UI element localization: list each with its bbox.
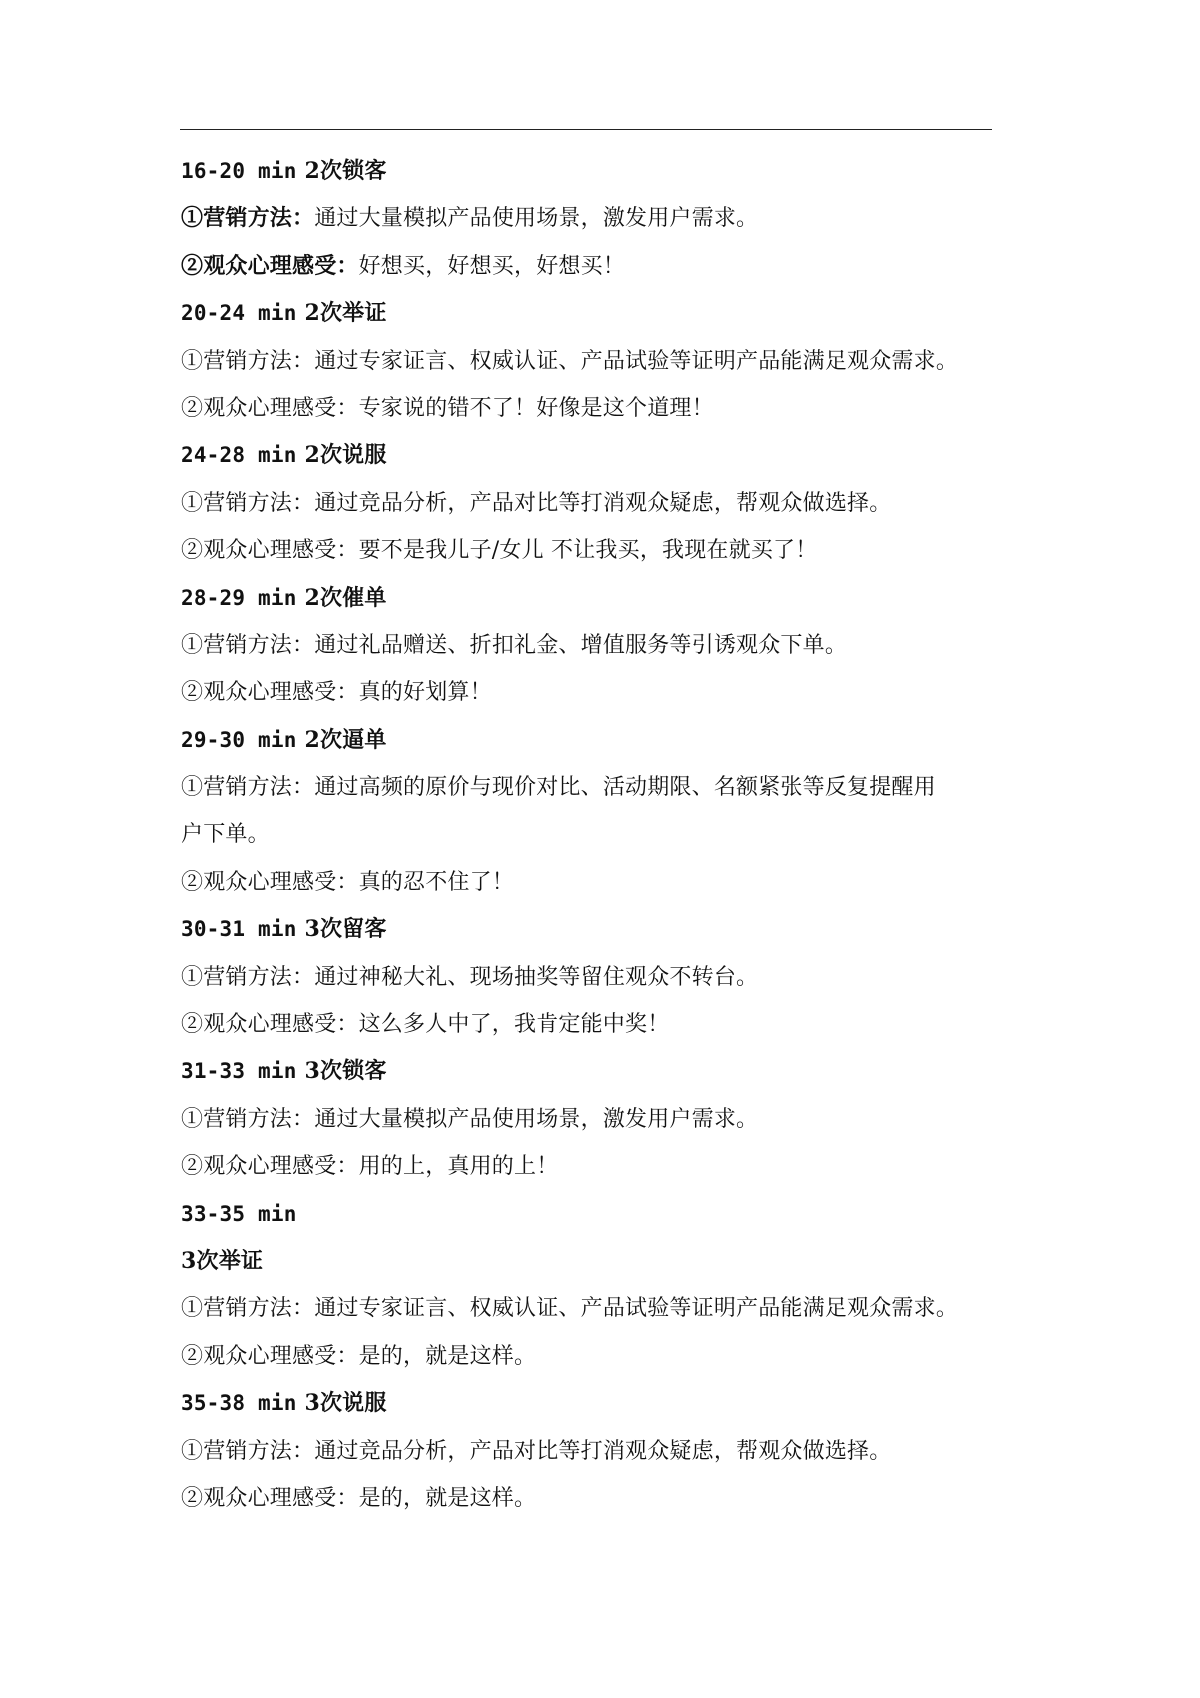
item-label — [181, 870, 359, 895]
section-heading — [181, 1048, 1061, 1095]
section-time: 35-38 min — [181, 1391, 297, 1416]
list-item — [181, 385, 1061, 432]
item-text: 用的上，真用的上！ — [358, 1154, 559, 1180]
section-title: 2次举证 — [304, 300, 387, 327]
section-heading-title — [181, 1238, 1061, 1285]
item-marker: ② — [181, 1343, 204, 1369]
section-time: 29-30 min — [181, 727, 297, 752]
section-title: 2次锁客 — [304, 158, 387, 184]
item-label — [181, 1296, 314, 1321]
item-text: 是的，就是这样。 — [358, 1485, 537, 1511]
item-label — [181, 1439, 314, 1464]
item-text: 要不是我儿子/女儿 不让我买，我现在就买了！ — [358, 538, 818, 564]
item-label — [181, 1107, 314, 1132]
list-item — [181, 1143, 1061, 1190]
item-text: 通过专家证言、权威认证、产品试验等证明产品能满足观众需求。 — [314, 348, 959, 374]
item-marker: ① — [181, 348, 204, 374]
item-text: 户下单。 — [181, 822, 270, 848]
item-text: 通过神秘大礼、现场抽奖等留住观众不转台。 — [314, 964, 759, 990]
item-marker: ① — [181, 632, 204, 658]
item-text: 真的忍不住了！ — [358, 869, 515, 895]
item-label-text: 观众心理感受： — [203, 869, 359, 895]
section-time: 20-24 min — [181, 301, 297, 326]
item-label — [181, 349, 314, 374]
item-label-text: 观众心理感受： — [203, 538, 359, 564]
item-label — [181, 1344, 359, 1369]
item-label-text: 营销方法： — [203, 964, 315, 990]
item-label — [181, 680, 359, 705]
document-content — [181, 148, 1061, 1522]
item-label — [181, 396, 359, 421]
item-label — [181, 965, 314, 990]
section-heading — [181, 1380, 1061, 1427]
item-label-text: 观众心理感受： — [203, 1154, 359, 1180]
item-text: 通过竞品分析，产品对比等打消观众疑虑，帮观众做选择。 — [314, 490, 892, 516]
item-label — [181, 538, 359, 563]
header-rule — [180, 129, 992, 130]
item-text: 通过专家证言、权威认证、产品试验等证明产品能满足观众需求。 — [314, 1296, 959, 1322]
section-heading — [181, 575, 1061, 622]
item-marker: ② — [181, 1154, 204, 1180]
item-text: 通过礼品赠送、折扣礼金、增值服务等引诱观众下单。 — [314, 632, 848, 658]
item-label — [181, 775, 314, 800]
list-item-continuation — [181, 811, 1061, 858]
item-marker: ① — [181, 490, 204, 516]
item-label-text: 营销方法： — [203, 1296, 315, 1322]
item-label-text: 营销方法： — [203, 205, 315, 232]
item-text: 真的好划算！ — [358, 680, 492, 706]
item-label-text: 营销方法： — [203, 1438, 315, 1464]
section-heading — [181, 432, 1061, 479]
item-label — [181, 633, 314, 658]
item-label — [181, 1486, 359, 1511]
item-marker: ② — [181, 680, 204, 706]
list-item — [181, 480, 1061, 527]
list-item — [181, 1096, 1061, 1143]
section-title: 3次锁客 — [304, 1058, 387, 1085]
item-marker: ① — [181, 964, 204, 990]
section-heading — [181, 717, 1061, 764]
item-label-text: 营销方法： — [203, 775, 315, 801]
section-heading — [181, 290, 1061, 337]
item-label-text: 观众心理感受： — [203, 395, 359, 421]
item-marker: ② — [181, 869, 204, 895]
section-heading — [181, 1191, 1061, 1238]
item-marker: ① — [181, 1438, 204, 1464]
item-text: 通过高频的原价与现价对比、活动期限、名额紧张等反复提醒用 — [314, 775, 936, 801]
section-time: 24-28 min — [181, 443, 297, 468]
item-text: 通过竞品分析，产品对比等打消观众疑虑，帮观众做选择。 — [314, 1438, 892, 1464]
item-label-text: 观众心理感受： — [203, 252, 359, 279]
item-text: 通过大量模拟产品使用场景，激发用户需求。 — [314, 1106, 759, 1132]
item-text: 通过大量模拟产品使用场景，激发用户需求。 — [314, 206, 759, 232]
section-time: 33-35 min — [181, 1201, 297, 1226]
item-marker: ② — [181, 395, 204, 421]
section-heading — [181, 148, 1061, 195]
list-item — [181, 1428, 1061, 1475]
item-label-text: 观众心理感受： — [203, 1012, 359, 1038]
item-marker: ① — [181, 775, 204, 801]
item-text: 专家说的错不了！好像是这个道理！ — [358, 395, 714, 421]
list-item — [181, 243, 1061, 290]
section-heading — [181, 906, 1061, 953]
list-item — [181, 669, 1061, 716]
section-title: 2次催单 — [304, 584, 387, 611]
section-time: 30-31 min — [181, 917, 297, 942]
list-item — [181, 859, 1061, 906]
item-text: 是的，就是这样。 — [358, 1343, 537, 1369]
item-marker: ② — [181, 252, 204, 279]
item-label-text: 观众心理感受： — [203, 680, 359, 706]
item-marker: ② — [181, 538, 204, 564]
item-label — [181, 1154, 359, 1179]
list-item — [181, 954, 1061, 1001]
section-title: 3次举证 — [181, 1247, 264, 1274]
item-marker: ① — [181, 205, 204, 232]
item-label-text: 营销方法： — [203, 348, 315, 374]
section-time: 16-20 min — [181, 159, 297, 183]
list-item — [181, 527, 1061, 574]
list-item — [181, 1001, 1061, 1048]
item-marker: ② — [181, 1485, 204, 1511]
item-text: 这么多人中了，我肯定能中奖！ — [358, 1012, 670, 1038]
list-item — [181, 764, 1061, 811]
item-marker: ① — [181, 1296, 204, 1322]
item-label-text: 营销方法： — [203, 1106, 315, 1132]
list-item — [181, 1475, 1061, 1522]
item-marker: ① — [181, 1106, 204, 1132]
section-title: 2次逼单 — [304, 726, 387, 753]
list-item — [181, 622, 1061, 669]
section-time: 31-33 min — [181, 1059, 297, 1084]
section-title: 3次说服 — [304, 1390, 387, 1417]
item-label — [181, 205, 314, 231]
list-item — [181, 1333, 1061, 1380]
item-label-text: 观众心理感受： — [203, 1343, 359, 1369]
item-text: 好想买，好想买，好想买！ — [358, 253, 626, 279]
item-label-text: 营销方法： — [203, 632, 315, 658]
item-label-text: 观众心理感受： — [203, 1485, 359, 1511]
item-label — [181, 491, 314, 516]
list-item — [181, 1285, 1061, 1332]
list-item — [181, 195, 1061, 242]
item-label-text: 营销方法： — [203, 490, 315, 516]
section-time: 28-29 min — [181, 585, 297, 610]
item-label — [181, 253, 359, 279]
section-title: 3次留客 — [304, 916, 387, 943]
item-marker: ② — [181, 1012, 204, 1038]
section-title: 2次说服 — [304, 442, 387, 469]
item-label — [181, 1012, 359, 1037]
list-item — [181, 338, 1061, 385]
